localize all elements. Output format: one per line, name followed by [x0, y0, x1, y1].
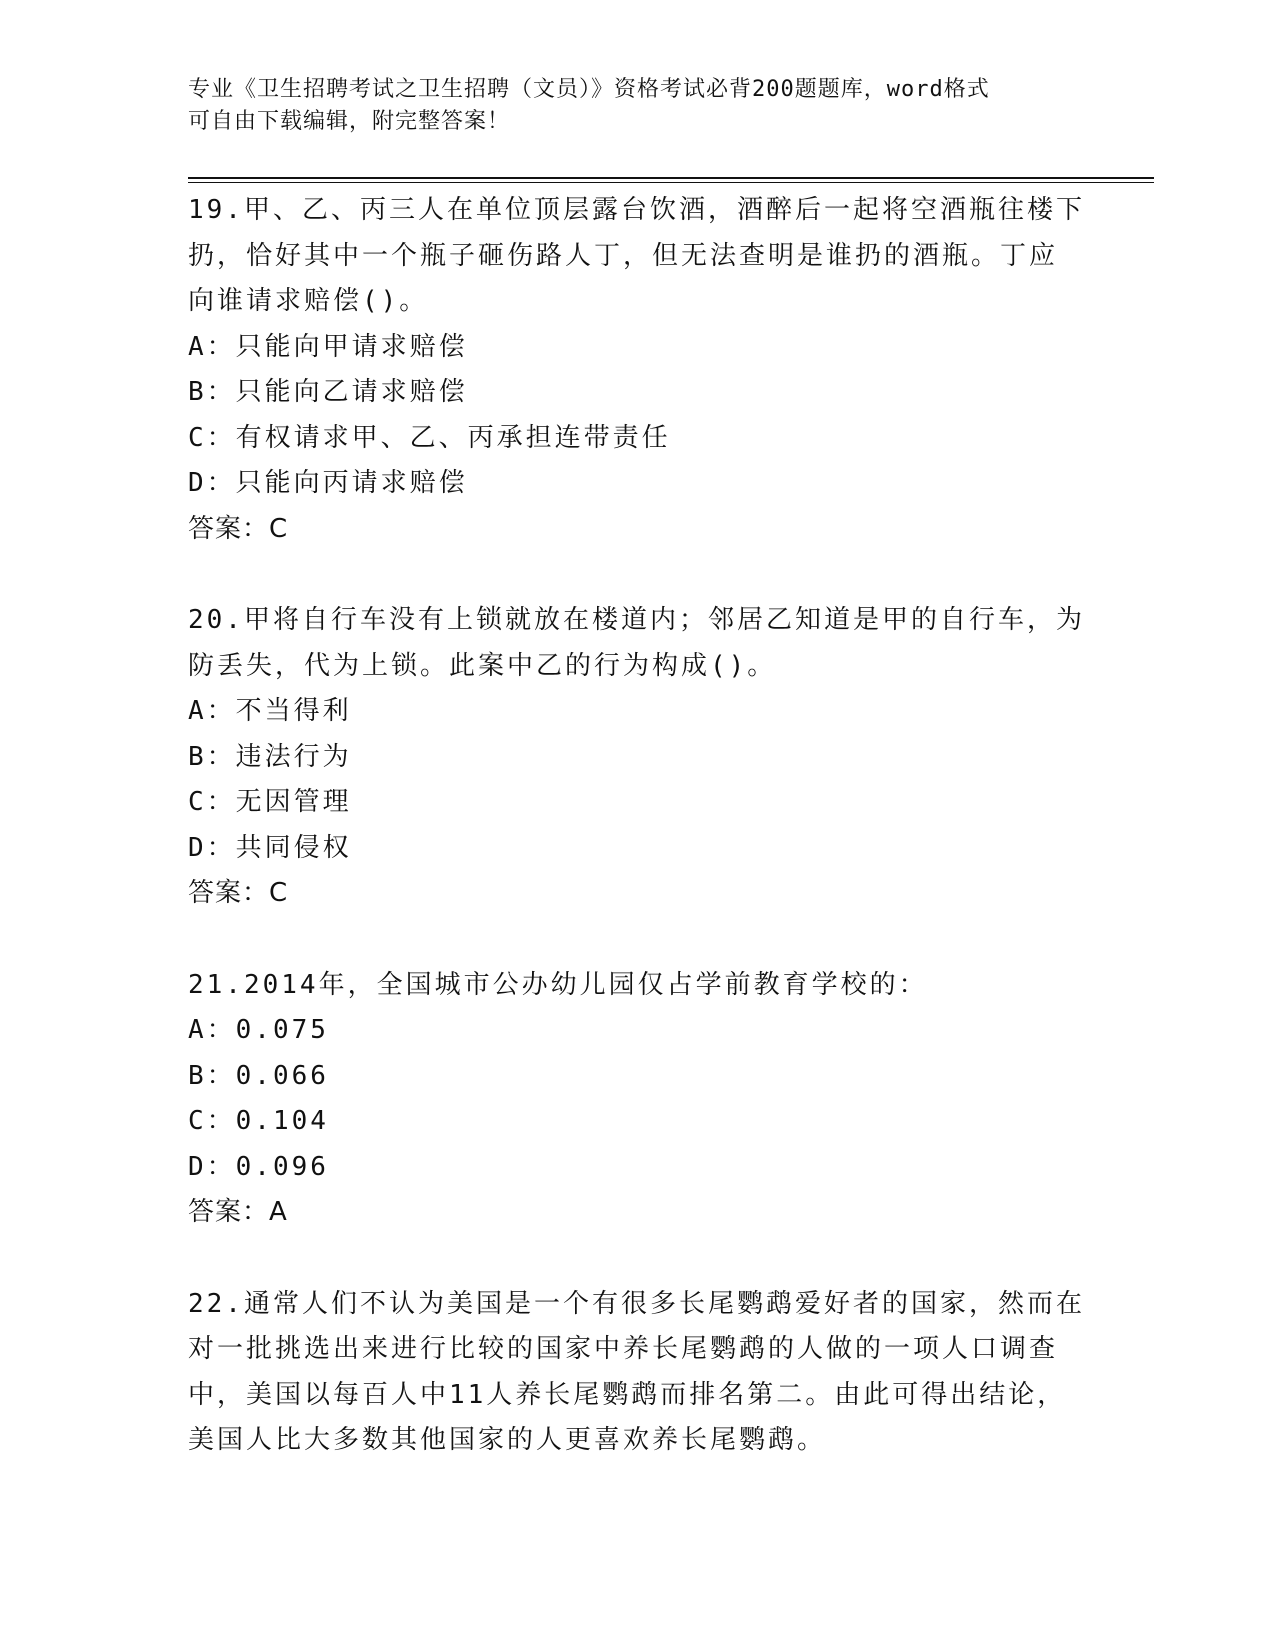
header-divider-thick [188, 177, 1154, 179]
question-stem-line: 22.通常人们不认为美国是一个有很多长尾鹦鹉爱好者的国家，然而在 [188, 1288, 1085, 1319]
option-a: A：只能向甲请求赔偿 [188, 331, 468, 362]
option-a: A：不当得利 [188, 696, 352, 726]
header-divider-thin [188, 182, 1154, 183]
option-c: C：无因管理 [188, 787, 352, 817]
option-d: D：只能向丙请求赔偿 [188, 468, 468, 498]
answer-label: 答案：C [188, 513, 289, 544]
option-b: B：0.066 [188, 1060, 329, 1091]
option-d: D：共同侵权 [188, 832, 352, 863]
question-21 [188, 963, 1088, 1236]
option-d: D：0.096 [188, 1151, 329, 1182]
question-stem-line: 美国人比大多数其他国家的人更喜欢养长尾鹦鹉。 [188, 1425, 827, 1455]
question-stem-line: 19.甲、乙、丙三人在单位顶层露台饮酒，酒醉后一起将空酒瓶往楼下 [188, 195, 1085, 225]
question-20 [188, 598, 1088, 917]
question-stem-line: 20.甲将自行车没有上锁就放在楼道内；邻居乙知道是甲的自行车，为 [188, 605, 1085, 635]
question-stem-line: 扔，恰好其中一个瓶子砸伤路人丁，但无法查明是谁扔的酒瓶。丁应 [188, 240, 1059, 271]
answer-label: 答案：C [188, 878, 289, 908]
document-header [188, 74, 1068, 138]
header-line: 可自由下载编辑，附完整答案！ [188, 109, 511, 134]
question-stem-line: 对一批挑选出来进行比较的国家中养长尾鹦鹉的人做的一项人口调查 [188, 1334, 1059, 1364]
question-stem-line: 防丢失，代为上锁。此案中乙的行为构成()。 [188, 650, 777, 681]
option-b: B：违法行为 [188, 741, 352, 772]
question-stem-line: 21.2014年，全国城市公办幼儿园仅占学前教育学校的： [188, 969, 928, 1000]
question-19 [188, 188, 1088, 552]
question-list [188, 188, 1088, 1464]
option-a: A：0.075 [188, 1015, 329, 1045]
option-b: B：只能向乙请求赔偿 [188, 377, 468, 407]
option-c: C：有权请求甲、乙、丙承担连带责任 [188, 422, 671, 453]
header-line: 专业《卫生招聘考试之卫生招聘（文员）》资格考试必背200题题库，word格式 [188, 77, 990, 102]
question-stem-line: 中，美国以每百人中11人养长尾鹦鹉而排名第二。由此可得出结论， [188, 1379, 1067, 1410]
question-stem-line: 向谁请求赔偿()。 [188, 286, 429, 316]
question-22 [188, 1282, 1088, 1464]
answer-label: 答案：A [188, 1197, 288, 1227]
option-c: C：0.104 [188, 1106, 329, 1136]
